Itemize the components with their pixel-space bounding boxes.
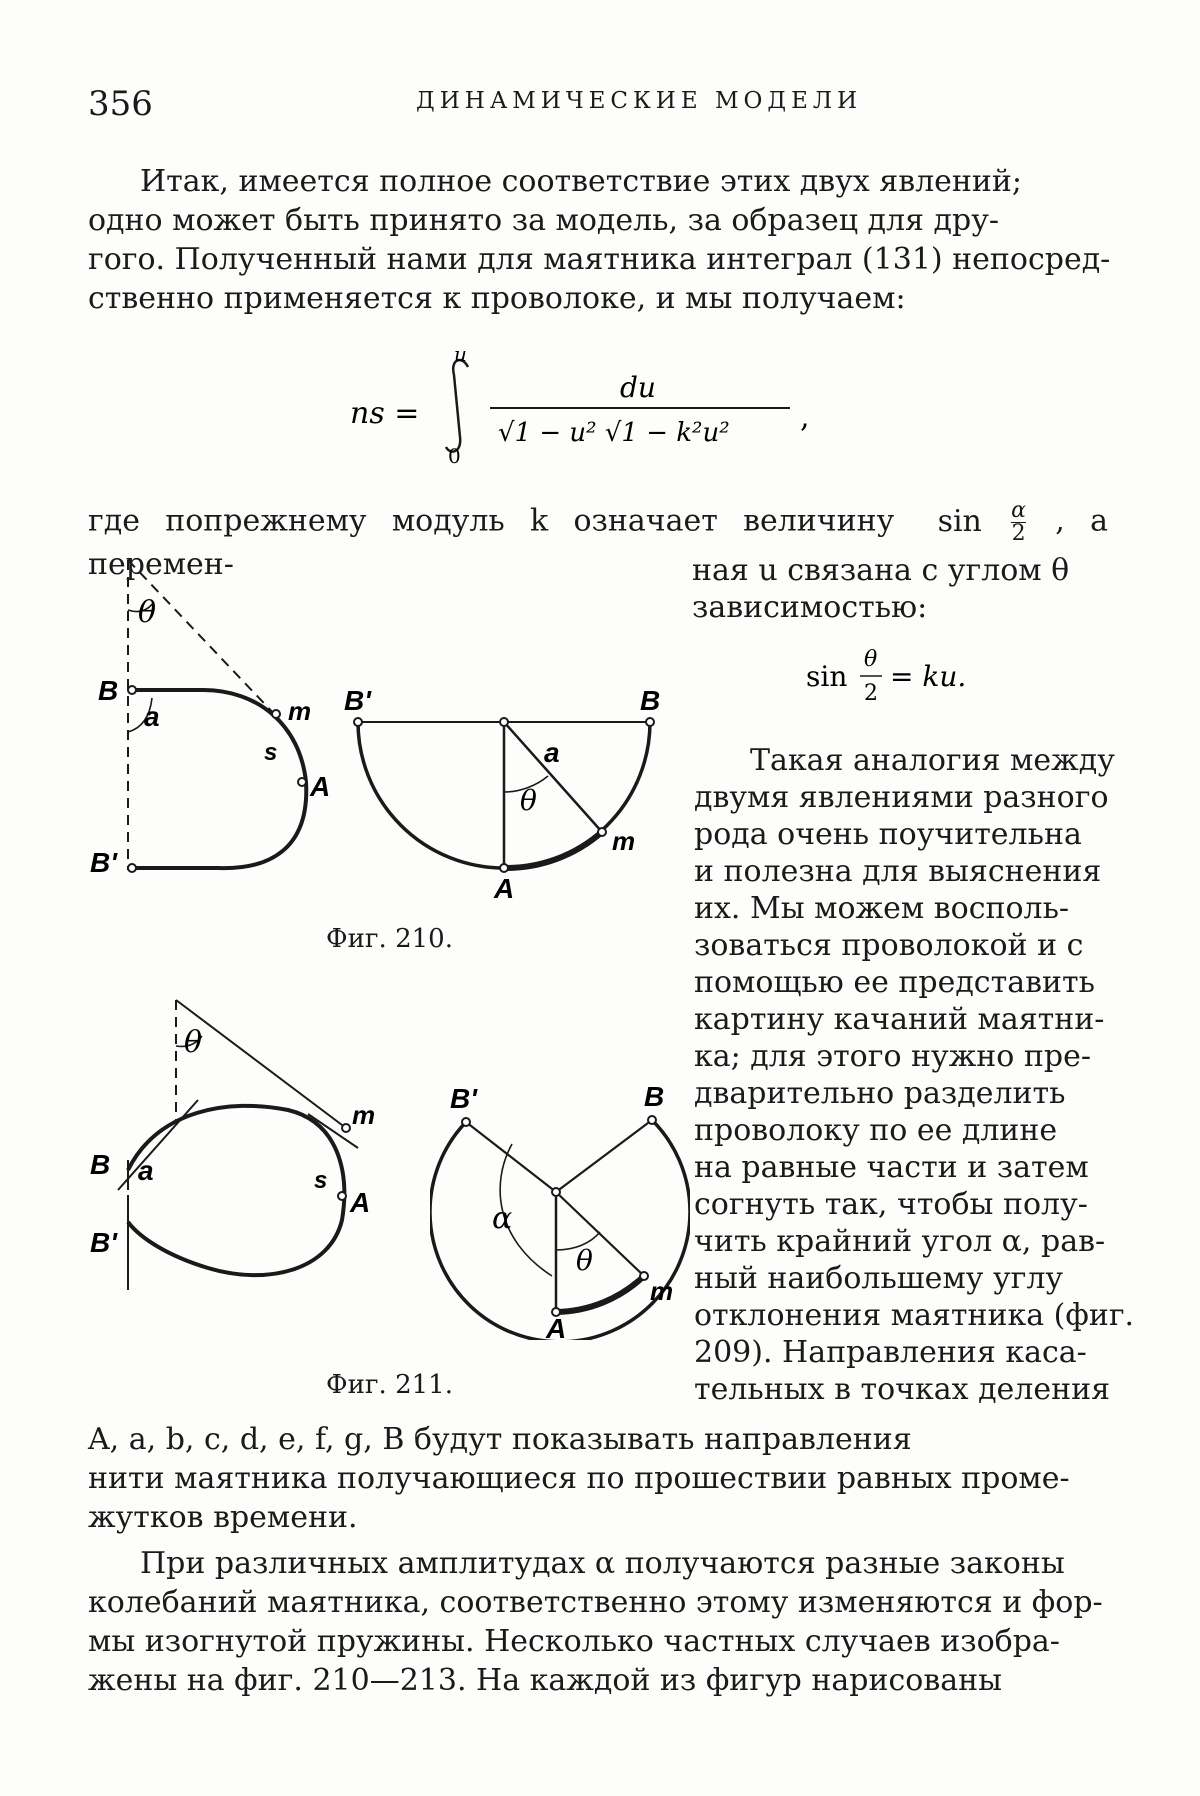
label-B-prime: B' xyxy=(90,1227,117,1258)
text-line: дварительно разделить xyxy=(694,1076,1066,1111)
text-line: картину качаний маятни- xyxy=(694,1002,1105,1037)
point-A xyxy=(298,778,306,786)
text-line: ка; для этого нужно пре- xyxy=(694,1039,1091,1074)
label-B: B xyxy=(98,675,119,706)
text-line: одно может быть принято за модель, за образец для дру- xyxy=(88,203,999,238)
eq-lhs: ns = xyxy=(350,396,420,431)
inline-fraction xyxy=(1011,500,1026,545)
point-m xyxy=(598,828,606,836)
dashed-tangent xyxy=(128,560,278,718)
text-line: жутков времени. xyxy=(88,1500,358,1535)
text-line-tail: , а перемен- xyxy=(88,503,1108,582)
text-line: помощью ее представить xyxy=(694,965,1095,1000)
eq2-den: 2 xyxy=(864,681,878,706)
label-alpha: α xyxy=(492,1201,513,1236)
text-line: согнуть так, чтобы полу- xyxy=(694,1187,1088,1222)
text-line: ственно применяется к проволоке, и мы получаем: xyxy=(88,281,906,316)
label-B: B xyxy=(640,685,661,716)
radius-to-m xyxy=(556,1192,644,1276)
label-theta: θ xyxy=(576,1244,593,1277)
text-line: зависимостью: xyxy=(692,590,928,625)
loop-wire xyxy=(128,1106,344,1275)
label-B-prime: B' xyxy=(90,847,117,878)
label-m: m xyxy=(352,1100,376,1130)
fraction-num: α xyxy=(1011,498,1027,523)
eq-upper-limit: u xyxy=(454,345,467,366)
semicircle-thick-arc xyxy=(504,832,602,868)
text-line: гого. Полученный нами для маятника интеграл (131) непосред- xyxy=(88,242,1111,277)
label-m: m xyxy=(612,826,636,856)
right-column-text xyxy=(694,742,1135,1408)
eq2-rhs: = ku. xyxy=(890,660,967,693)
fig211-caption: Фиг. 211. xyxy=(326,1370,453,1400)
label-B: B xyxy=(644,1081,665,1112)
label-A: A xyxy=(350,1187,371,1218)
eq-denominator: √1 − u² √1 − k²u² xyxy=(498,418,730,448)
label-m: m xyxy=(650,1276,674,1306)
label-B: B xyxy=(90,1149,111,1180)
fig210-caption: Фиг. 210. xyxy=(326,924,453,954)
eq2-sin: sin xyxy=(806,660,848,693)
tangent-at-B xyxy=(118,1100,198,1190)
running-head: ДИНАМИЧЕСКИЕ МОДЕЛИ xyxy=(416,88,863,114)
eq-comma: , xyxy=(800,400,810,435)
label-A: A xyxy=(546,1313,567,1340)
text-line: A, a, b, c, d, e, f, g, B будут показывать направления xyxy=(88,1422,912,1457)
text-line: Такая аналогия между xyxy=(750,743,1115,778)
text-line: их. Мы можем восполь- xyxy=(694,891,1070,926)
thick-arc xyxy=(556,1276,644,1312)
text-line: жены на фиг. 210—213. На каждой из фигур нарисованы xyxy=(88,1663,1002,1698)
integral-equation xyxy=(350,345,820,465)
text-line: проволоку по ее длине xyxy=(694,1113,1058,1148)
text-line: Итак, имеется полное соответствие этих двух явлений; xyxy=(140,164,1022,199)
text-line: чить крайний угол α, рав- xyxy=(694,1224,1106,1259)
radius-to-B xyxy=(556,1120,652,1192)
sin-theta-equation xyxy=(806,640,1036,720)
label-theta: θ xyxy=(138,595,157,630)
right-column-intro xyxy=(692,552,1106,626)
point-A xyxy=(338,1192,346,1200)
label-theta: θ xyxy=(184,1025,203,1060)
fig210-left-diagram xyxy=(88,550,338,880)
label-a: a xyxy=(138,1155,154,1186)
point-A xyxy=(500,864,508,872)
center-point xyxy=(552,1188,560,1196)
label-m: m xyxy=(288,696,312,726)
point-B-prime xyxy=(354,718,362,726)
text-line: рода очень поучительна xyxy=(694,817,1082,852)
center-point xyxy=(500,718,508,726)
eq-lower-limit: 0 xyxy=(448,444,461,465)
label-s: s xyxy=(314,1167,328,1194)
radius-to-B-prime xyxy=(466,1122,556,1192)
eq-numerator: du xyxy=(620,371,656,404)
paragraph-4 xyxy=(88,1544,1108,1700)
eq2-num: θ xyxy=(864,647,878,672)
text-line: ная u связана с углом θ xyxy=(692,553,1070,588)
label-a: a xyxy=(144,701,160,732)
circle-wire xyxy=(430,1120,690,1340)
page-number: 356 xyxy=(88,84,153,124)
label-s: s xyxy=(264,739,278,766)
point-B xyxy=(648,1116,656,1124)
point-m xyxy=(342,1124,350,1132)
fig210-right-diagram xyxy=(330,680,670,900)
text-line: зоваться проволокой и с xyxy=(694,928,1084,963)
paragraph-3 xyxy=(88,1420,1108,1537)
text-line: нити маятника получающиеся по прошествии равных проме- xyxy=(88,1461,1070,1496)
tangent-line xyxy=(176,1000,346,1128)
point-B xyxy=(646,718,654,726)
point-B-prime xyxy=(462,1118,470,1126)
text-line: 209). Направления каса- xyxy=(694,1335,1087,1370)
label-theta: θ xyxy=(520,784,537,817)
text-line: отклонения маятника (фиг. xyxy=(694,1298,1135,1333)
fig211-right-diagram xyxy=(430,1080,690,1340)
point-m xyxy=(272,710,280,718)
text-line: При различных амплитудах α получаются разные законы xyxy=(140,1546,1065,1581)
text-line: и полезна для выяснения xyxy=(694,854,1102,889)
text-line: колебаний маятника, соответственно этому изменяются и фор- xyxy=(88,1585,1103,1620)
point-B xyxy=(128,686,136,694)
point-m xyxy=(640,1272,648,1280)
paragraph-1 xyxy=(88,162,1111,318)
text-line: ный наибольшему углу xyxy=(694,1261,1064,1296)
label-A: A xyxy=(494,873,515,900)
point-B-prime xyxy=(128,864,136,872)
label-B-prime: B' xyxy=(450,1083,477,1114)
text-line: где попрежнему модуль k означает величину xyxy=(88,503,895,539)
sin-word: sin xyxy=(937,503,982,539)
label-A: A xyxy=(310,771,331,802)
label-a: a xyxy=(544,737,560,768)
fig211-left-diagram xyxy=(88,990,378,1310)
text-line: на равные части и затем xyxy=(694,1150,1089,1185)
text-line: тельных в точках деления xyxy=(694,1372,1111,1407)
fraction-den: 2 xyxy=(1011,521,1026,546)
label-B-prime: B' xyxy=(344,685,371,716)
text-line: двумя явлениями разного xyxy=(694,780,1109,815)
integral-sign xyxy=(446,360,468,452)
text-line: мы изогнутой пружины. Несколько частных случаев изобра- xyxy=(88,1624,1060,1659)
